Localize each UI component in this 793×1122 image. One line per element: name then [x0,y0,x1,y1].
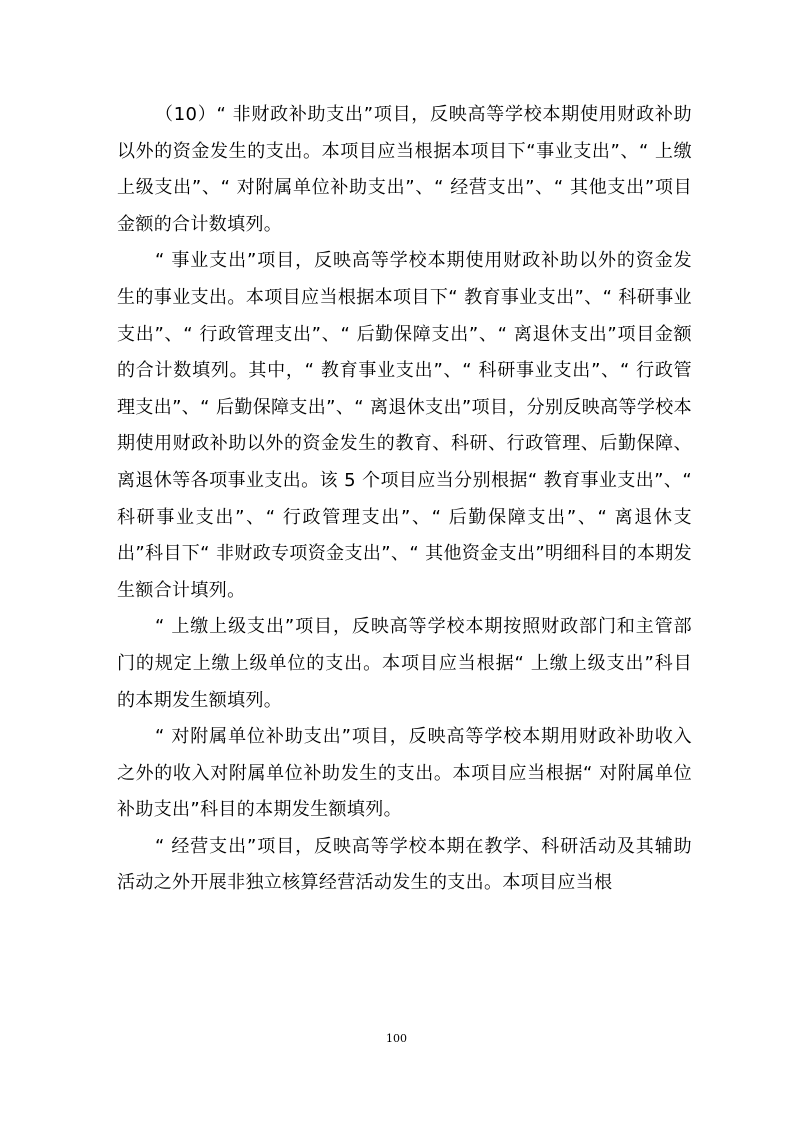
paragraph-subsidiary-subsidy-expenditure: “ 对附属单位补助支出”项目，反映高等学校本期用财政补助收入之外的收入对附属单位补助发生的支出。本项目应当根据“ 对附属单位补助支出”科目的本期发生额填列。 [117,726,692,821]
paragraph-non-fiscal-expenditure: （10）“ 非财政补助支出”项目，反映高等学校本期使用财政补助以外的资金发生的支出。本项目应当根据本项目下“事业支出”、“ 上缴上级支出”、“ 对附属单位补助支出”、“ 经营支出”、“ 其他支出”项目金额的合计数填列。 [117,104,692,235]
page-body [117,97,692,902]
paragraph-business-expenditure: “ 事业支出”项目，反映高等学校本期使用财政补助以外的资金发生的事业支出。本项目应当根据本项目下“ 教育事业支出”、“ 科研事业支出”、“ 行政管理支出”、“ 后勤保障支出”、“ 离退休支出”项目金额的合计数填列。其中，“ 教育事业支出”、“ 科研事业支出”、“ 行政管理支出”、“ 后勤保障支出”、“ 离退休支出”项目，分别反映高等学校本期使用财政补助以外的资金发生的教育、科研、行政管理、后勤保障、离退休等各项事业支出。该 5 个项目应当分别根据“ 教育事业支出”、“ 科研事业支出”、“ 行政管理支出”、“ 后勤保障支出”、“ 离退休支出”科目下“ 非财政专项资金支出”、“ 其他资金支出”明细科目的本期发生额合计填列。 [117,250,692,601]
page-number: 100 [386,1032,407,1045]
paragraph-remit-superior-expenditure: “ 上缴上级支出”项目，反映高等学校本期按照财政部门和主管部门的规定上缴上级单位的支出。本项目应当根据“ 上缴上级支出”科目的本期发生额填列。 [117,616,692,711]
paragraph-operating-expenditure: “ 经营支出”项目，反映高等学校本期在教学、科研活动及其辅助活动之外开展非独立核算经营活动发生的支出。本项目应当根 [117,835,692,894]
